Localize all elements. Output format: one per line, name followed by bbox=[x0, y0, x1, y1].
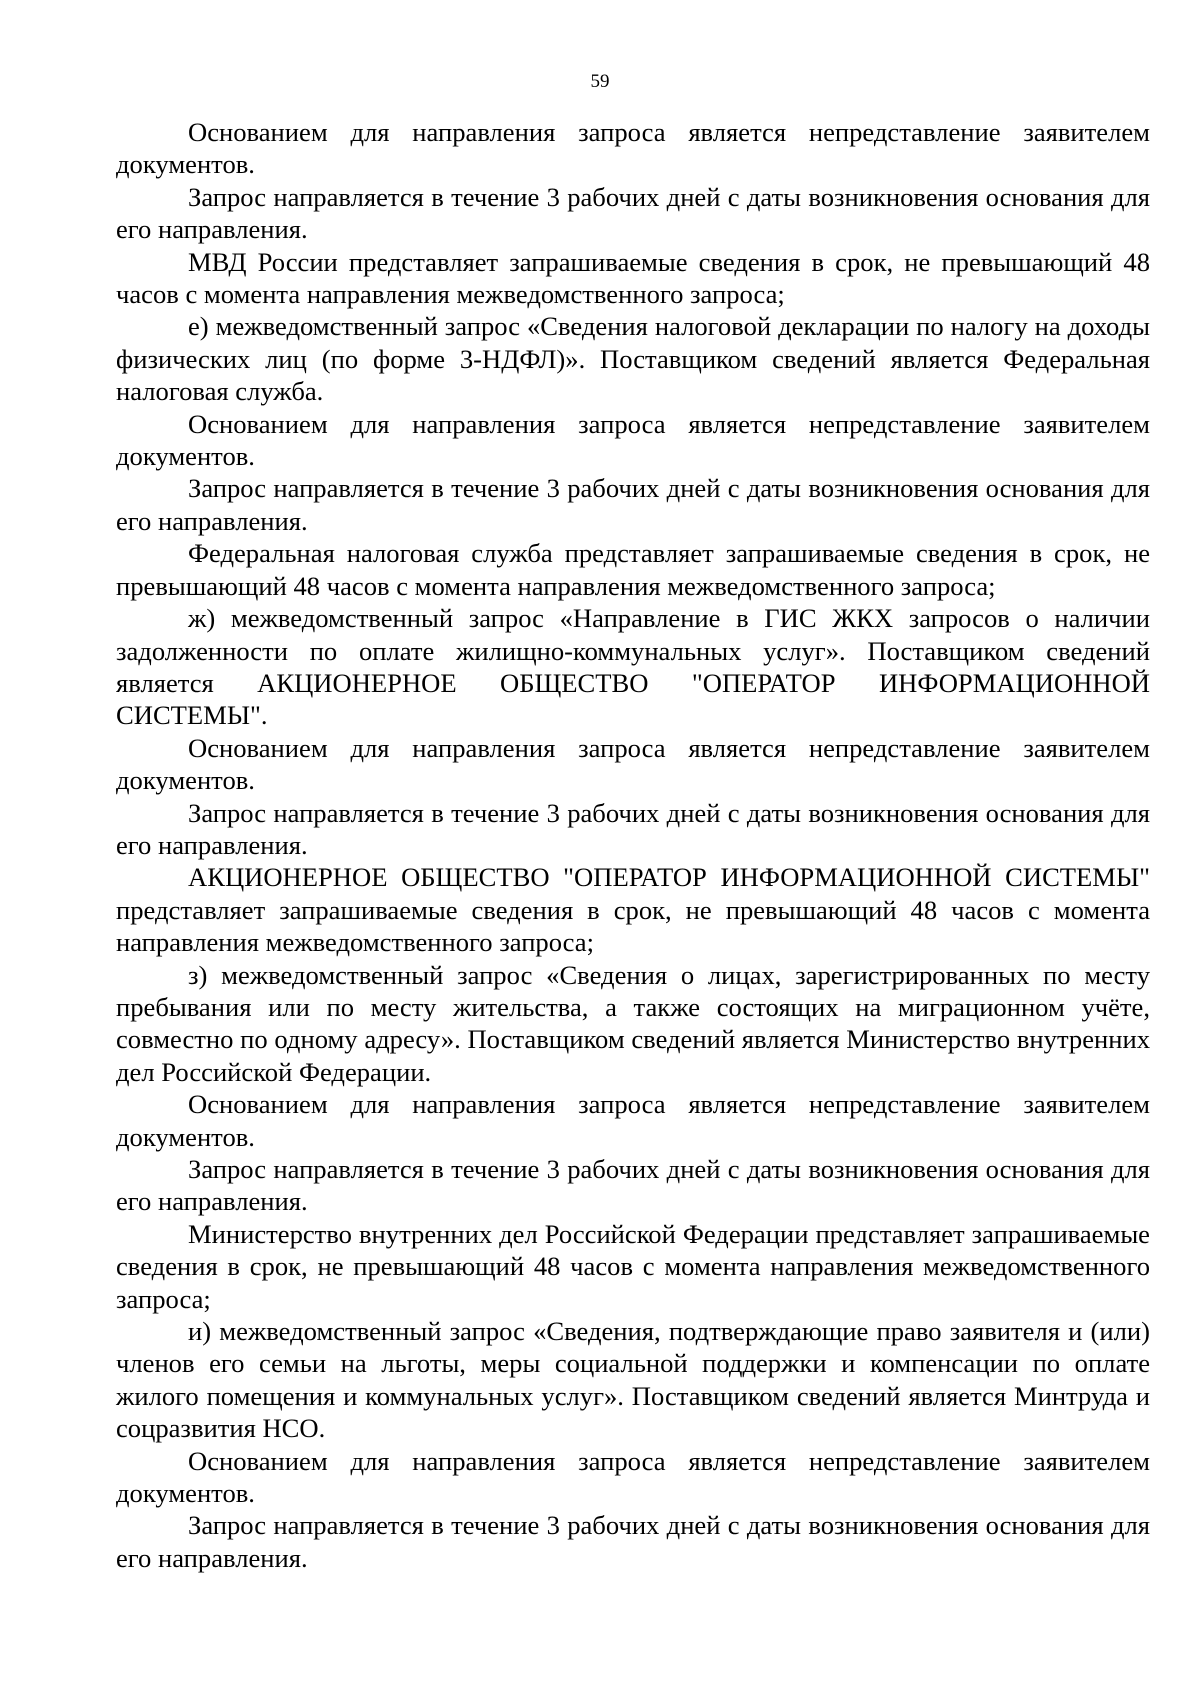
paragraph-basis: Основанием для направления запроса является непредставление заявителем документов. bbox=[116, 1445, 1150, 1509]
paragraph-basis: Основанием для направления запроса является непредставление заявителем документов. bbox=[116, 408, 1150, 472]
paragraph-request-e: е) межведомственный запрос «Сведения налоговой декларации по налогу на доходы физических лиц (по форме 3-НДФЛ)». Поставщиком сведений является Федеральная налоговая служба. bbox=[116, 311, 1150, 407]
paragraph-response-term: АКЦИОНЕРНОЕ ОБЩЕСТВО "ОПЕРАТОР ИНФОРМАЦИОННОЙ СИСТЕМЫ" представляет запрашиваемые сведения в срок, не превышающий 48 часов с момента направления межведомственного запроса; bbox=[116, 862, 1150, 958]
paragraph-deadline: Запрос направляется в течение 3 рабочих дней с даты возникновения основания для его направления. bbox=[116, 1510, 1150, 1573]
paragraph-basis: Основанием для направления запроса является непредставление заявителем документов. bbox=[116, 732, 1150, 796]
paragraph-deadline: Запрос направляется в течение 3 рабочих дней с даты возникновения основания для его направления. bbox=[116, 1154, 1150, 1217]
paragraph-request-z: з) межведомственный запрос «Сведения о лицах, зарегистрированных по месту пребывания или по месту жительства, а также состоящих на миграционном учёте, совместно по одному адресу». Поставщиком сведений является Министерство внутренних дел Российской Федерации. bbox=[116, 959, 1150, 1087]
paragraph-basis: Основанием для направления запроса является непредставление заявителем документов. bbox=[116, 117, 1150, 180]
paragraph-response-term: Министерство внутренних дел Российской Федерации представляет запрашиваемые сведения в срок, не превышающий 48 часов с момента направления межведомственного запроса; bbox=[116, 1218, 1150, 1314]
paragraph-response-term: Федеральная налоговая служба представляет запрашиваемые сведения в срок, не превышающий 48 часов с момента направления межведомственного запроса; bbox=[116, 538, 1150, 601]
paragraph-basis: Основанием для направления запроса является непредставление заявителем документов. bbox=[116, 1089, 1150, 1152]
paragraph-deadline: Запрос направляется в течение 3 рабочих дней с даты возникновения основания для его направления. bbox=[116, 797, 1150, 860]
paragraph-deadline: Запрос направляется в течение 3 рабочих дней с даты возникновения основания для его направления. bbox=[116, 473, 1150, 536]
paragraph-request-i: и) межведомственный запрос «Сведения, подтверждающие право заявителя и (или) членов его семьи на льготы, меры социальной поддержки и компенсации по оплате жилого помещения и коммунальных услуг». Поставщиком сведений является Минтруда и соцразвития НСО. bbox=[116, 1316, 1150, 1444]
paragraph-deadline: Запрос направляется в течение 3 рабочих дней с даты возникновения основания для его направления. bbox=[116, 181, 1150, 245]
paragraph-request-zh: ж) межведомственный запрос «Направление в ГИС ЖКХ запросов о наличии задолженности по оплате жилищно-коммунальных услуг». Поставщиком сведений является АКЦИОНЕРНОЕ ОБЩЕСТВО "ОПЕРАТОР ИНФОРМАЦИОННОЙ СИСТЕМЫ". bbox=[116, 603, 1150, 731]
paragraph-response-term: МВД России представляет запрашиваемые сведения в срок, не превышающий 48 часов с момента направления межведомственного запроса; bbox=[116, 246, 1150, 310]
document-body bbox=[116, 116, 1150, 1574]
page-number: 59 bbox=[590, 71, 610, 92]
